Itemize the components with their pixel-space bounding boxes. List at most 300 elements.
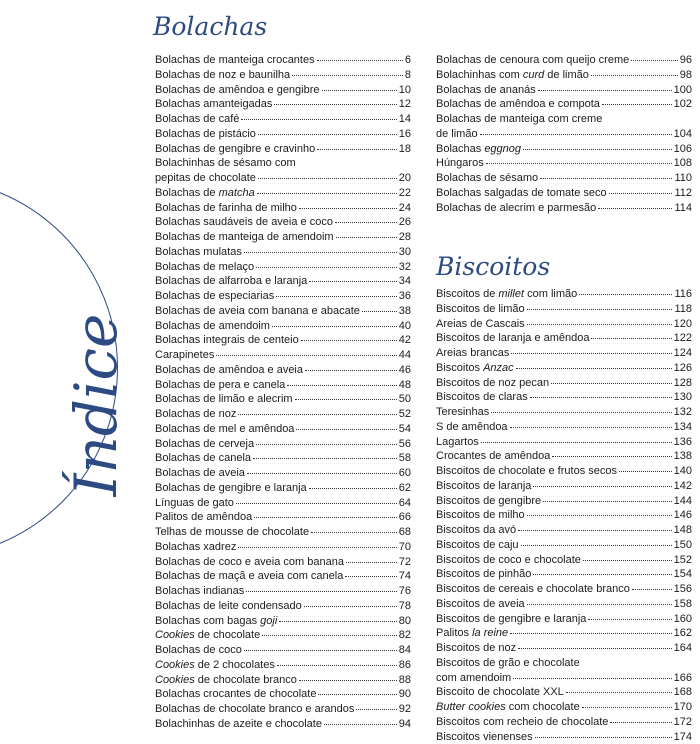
entry-page-number: 108 [674,156,692,171]
index-entry [436,449,692,464]
entry-page-number: 42 [399,333,411,348]
entry-title: Biscoitos de gengibre [436,494,541,509]
entry-title: Bolachas de gengibre e laranja [155,481,307,496]
leader-dots [257,193,397,194]
leader-dots [322,90,397,91]
leader-dots [588,619,671,620]
index-entry [436,685,692,700]
entry-title: Palitos de amêndoa [155,510,252,525]
index-entry [155,83,411,98]
leader-dots [362,311,397,312]
leader-dots [527,324,672,325]
index-entry [155,717,411,732]
leader-dots [491,412,671,413]
leader-dots [610,722,671,723]
leader-dots [216,355,396,356]
index-title: Índice [61,295,131,515]
entry-title: Bolachas de limão e alecrim [155,392,293,407]
leader-dots [254,517,397,518]
entry-title: Biscoitos de caju [436,538,519,553]
entry-title: Biscoitos de laranja e amêndoa [436,331,589,346]
entry-title: Bolachas de gengibre e cravinho [155,142,315,157]
leader-dots [247,473,397,474]
entry-page-number: 110 [674,171,692,186]
index-entry [155,392,411,407]
entry-page-number: 18 [399,142,411,157]
leader-dots [552,456,671,457]
entry-page-number: 88 [399,673,411,688]
entry-title: Biscoitos de gengibre e laranja [436,612,586,627]
leader-dots [346,562,397,563]
entry-page-number: 92 [399,702,411,717]
index-entry [436,53,692,68]
index-entry [436,142,692,157]
entry-page-number: 14 [399,112,411,127]
entry-page-number: 142 [674,479,692,494]
index-entry [155,525,411,540]
leader-dots [287,385,396,386]
index-entry [155,407,411,422]
index-entry [436,700,692,715]
index-entry [155,156,411,171]
leader-dots [521,545,672,546]
entry-page-number: 166 [674,671,692,686]
entry-page-number: 86 [399,658,411,673]
index-entry [155,127,411,142]
index-entry [436,479,692,494]
entry-page-number: 16 [399,127,411,142]
entry-page-number: 82 [399,628,411,643]
entry-page-number: 22 [399,186,411,201]
entry-page-number: 96 [680,53,692,68]
leader-dots [518,648,672,649]
index-entry [155,614,411,629]
entry-title: Biscoitos de millet com limão [436,287,577,302]
entry-page-number: 102 [674,97,692,112]
entry-title: Bolachas de canela [155,451,251,466]
index-entry [436,523,692,538]
entry-page-number: 84 [399,643,411,658]
entry-page-number: 78 [399,599,411,614]
entry-title: Bolachas xadrez [155,540,236,555]
index-entry [436,582,692,597]
index-entry [155,422,411,437]
leader-dots [296,429,396,430]
index-entry [436,127,692,142]
entry-page-number: 112 [674,186,692,201]
index-entry [155,555,411,570]
entry-page-number: 104 [674,127,692,142]
entry-title: Bolachas de amêndoa e compota [436,97,600,112]
entry-page-number: 158 [674,597,692,612]
entry-page-number: 162 [674,626,692,641]
index-entry [436,97,692,112]
entry-title: Bolachinhas com curd de limão [436,68,589,83]
index-entry [436,287,692,302]
entry-title: Biscoitos de noz [436,641,516,656]
index-entry [155,466,411,481]
entry-page-number: 60 [399,466,411,481]
leader-dots [246,591,396,592]
leader-dots [579,294,672,295]
entry-title: Línguas de gato [155,496,234,511]
entry-title: Bolachas de manteiga de amendoim [155,230,334,245]
leader-dots [317,149,397,150]
entry-page-number: 46 [399,363,411,378]
index-entry [436,171,692,186]
entry-page-number: 12 [399,97,411,112]
entry-title: Biscoitos Anzac [436,361,514,376]
index-entry [436,553,692,568]
entry-title: de limão [436,127,478,142]
leader-dots [274,104,396,105]
index-entry [436,641,692,656]
entry-title: Butter cookies com chocolate [436,700,580,715]
leader-dots [336,237,397,238]
leader-dots [598,208,672,209]
entry-title: Bolachas de pistácio [155,127,256,142]
leader-dots [311,532,397,533]
index-entry [155,230,411,245]
entry-title: Telhas de mousse de chocolate [155,525,309,540]
entry-title: Cookies de 2 chocolates [155,658,275,673]
index-entry [155,673,411,688]
index-entry [436,112,692,127]
entry-title: Bolachas de coco [155,643,242,658]
entry-title: Bolachas de manteiga com creme [436,112,602,127]
leader-dots [317,60,403,61]
index-entry [155,260,411,275]
leader-dots [486,163,672,164]
leader-dots [256,444,397,445]
index-entry [436,331,692,346]
entry-page-number: 106 [674,142,692,157]
entry-page-number: 90 [399,687,411,702]
entry-page-number: 152 [674,553,692,568]
entry-title: Bolachas eggnog [436,142,521,157]
leader-dots [481,442,672,443]
entry-title: Biscoitos com recheio de chocolate [436,715,608,730]
entry-page-number: 172 [674,715,692,730]
entry-page-number: 8 [405,68,411,83]
index-entry [155,363,411,378]
leader-dots [299,208,397,209]
entry-page-number: 50 [399,392,411,407]
entry-page-number: 36 [399,289,411,304]
index-entry [436,68,692,83]
entry-title: Bolachas de noz e baunilha [155,68,290,83]
entry-page-number: 68 [399,525,411,540]
entry-title: Biscoitos de pinhão [436,567,531,582]
entry-title: Bolachas indianas [155,584,244,599]
index-entry [436,494,692,509]
index-entry [436,420,692,435]
entry-page-number: 134 [674,420,692,435]
index-entry [155,304,411,319]
leader-dots [277,665,397,666]
index-entry [155,451,411,466]
entry-page-number: 160 [674,612,692,627]
leader-dots [591,75,678,76]
entry-title: Biscoitos de noz pecan [436,376,549,391]
bolachas-list-part-1 [155,53,411,732]
entry-title: Bolachas de amendoim [155,319,270,334]
leader-dots [295,399,397,400]
entry-title: Bolachas de maçã e aveia com canela [155,569,343,584]
entry-title: Bolachas de chocolate branco e arandos [155,702,354,717]
leader-dots [304,606,397,607]
bolachas-list-part-2 [436,53,692,215]
index-entry [155,171,411,186]
entry-page-number: 98 [680,68,692,83]
entry-page-number: 38 [399,304,411,319]
leader-dots [241,119,396,120]
entry-title: Palitos la reine [436,626,508,641]
entry-title: Bolachas de sésamo [436,171,538,186]
leader-dots [538,90,672,91]
index-entry [436,626,692,641]
entry-title: Carapinetes [155,348,214,363]
entry-title: Bolachas de ananás [436,83,536,98]
entry-page-number: 20 [399,171,411,186]
index-entry [155,378,411,393]
leader-dots [292,75,403,76]
index-entry [155,510,411,525]
entry-page-number: 72 [399,555,411,570]
index-entry [436,435,692,450]
entry-page-number: 140 [674,464,692,479]
index-entry [436,671,692,686]
index-entry [436,597,692,612]
leader-dots [279,621,396,622]
entry-title: Biscoitos de milho [436,508,525,523]
leader-dots [511,353,671,354]
leader-dots [324,724,397,725]
index-entry [155,186,411,201]
index-entry [436,715,692,730]
leader-dots [609,193,673,194]
leader-dots [309,488,397,489]
entry-title: Bolachas de alecrim e parmesão [436,201,596,216]
entry-title: Bolachas de aveia [155,466,245,481]
entry-page-number: 62 [399,481,411,496]
leader-dots [516,368,672,369]
section-heading-biscoitos: Biscoitos [436,252,550,281]
entry-title: Bolachas de aveia com banana e abacate [155,304,360,319]
entry-page-number: 156 [674,582,692,597]
entry-title: Biscoitos de laranja [436,479,531,494]
entry-page-number: 52 [399,407,411,422]
leader-dots [305,370,397,371]
index-entry [436,508,692,523]
entry-page-number: 116 [674,287,692,302]
index-entry [436,567,692,582]
leader-dots [530,397,672,398]
entry-page-number: 48 [399,378,411,393]
entry-title: Bolachas de manteiga crocantes [155,53,315,68]
leader-dots [583,560,672,561]
entry-page-number: 70 [399,540,411,555]
leader-dots [551,383,672,384]
entry-title: Bolachas de amêndoa e gengibre [155,83,320,98]
entry-title: Bolachas de leite condensado [155,599,302,614]
leader-dots [602,104,672,105]
biscoitos-list [436,287,692,744]
index-entry [436,656,692,671]
index-entry [155,628,411,643]
index-entry [436,538,692,553]
entry-page-number: 138 [674,449,692,464]
leader-dots [480,134,672,135]
entry-title: Cookies de chocolate [155,628,260,643]
entry-title: Lagartos [436,435,479,450]
entry-title: Bolachas mulatas [155,245,242,260]
index-entry [155,348,411,363]
entry-page-number: 24 [399,201,411,216]
index-entry [155,584,411,599]
index-entry [436,317,692,332]
entry-title: S de amêndoa [436,420,508,435]
leader-dots [238,547,396,548]
entry-title: Bolachas crocantes de chocolate [155,687,316,702]
entry-title: Bolachas de matcha [155,186,255,201]
leader-dots [256,267,397,268]
entry-title: Bolachas de amêndoa e aveia [155,363,303,378]
entry-page-number: 58 [399,451,411,466]
index-entry [436,361,692,376]
entry-title: Biscoito de chocolate XXL [436,685,564,700]
index-entry [155,97,411,112]
leader-dots [632,589,672,590]
index-entry [155,112,411,127]
entry-title: Biscoitos de cereais e chocolate branco [436,582,630,597]
index-entry [155,481,411,496]
entry-page-number: 76 [399,584,411,599]
index-entry [436,405,692,420]
index-entry [436,612,692,627]
entry-title: Biscoitos de limão [436,302,525,317]
entry-title: Bolachas de alfarroba e laranja [155,274,307,289]
entry-page-number: 66 [399,510,411,525]
index-entry [155,569,411,584]
entry-title: Bolachas de farinha de milho [155,201,297,216]
entry-page-number: 128 [674,376,692,391]
leader-dots [318,694,396,695]
entry-title: Bolachas de pera e canela [155,378,285,393]
entry-title: Bolachas de cenoura com queijo creme [436,53,629,68]
entry-page-number: 132 [674,405,692,420]
leader-dots [258,178,397,179]
index-entry [155,215,411,230]
entry-title: Biscoitos de claras [436,390,528,405]
index-entry [155,68,411,83]
index-entry [155,599,411,614]
leader-dots [236,503,397,504]
entry-title: Biscoitos de coco e chocolate [436,553,581,568]
index-entry [155,540,411,555]
entry-page-number: 74 [399,569,411,584]
leader-dots [540,178,672,179]
leader-dots [238,414,396,415]
leader-dots [518,530,672,531]
leader-dots [253,458,397,459]
index-entry [155,319,411,334]
index-entry [436,346,692,361]
leader-dots [543,501,671,502]
entry-title: Biscoitos da avó [436,523,516,538]
entry-page-number: 144 [674,494,692,509]
index-entry [155,201,411,216]
entry-title: Cookies de chocolate branco [155,673,297,688]
entry-title: Biscoitos vienenses [436,730,533,744]
leader-dots [258,134,397,135]
entry-title: Bolachas salgadas de tomate seco [436,186,607,201]
index-entry [155,333,411,348]
leader-dots [309,281,396,282]
entry-page-number: 150 [674,538,692,553]
leader-dots [513,678,671,679]
leader-dots [510,427,672,428]
entry-title: Bolachas de especiarias [155,289,274,304]
entry-title: Bolachas saudáveis de aveia e coco [155,215,333,230]
leader-dots [566,692,672,693]
entry-page-number: 130 [674,390,692,405]
entry-page-number: 114 [674,201,692,216]
entry-title: Bolachas de melaço [155,260,254,275]
leader-dots [591,338,671,339]
entry-page-number: 168 [674,685,692,700]
index-entry [436,390,692,405]
entry-page-number: 40 [399,319,411,334]
leader-dots [533,574,671,575]
entry-page-number: 54 [399,422,411,437]
index-entry [155,658,411,673]
entry-title: Teresinhas [436,405,489,420]
section-heading-bolachas: Bolachas [153,12,267,41]
entry-page-number: 100 [674,83,692,98]
index-entry [155,142,411,157]
entry-page-number: 32 [399,260,411,275]
entry-title: Bolachas de coco e aveia com banana [155,555,344,570]
entry-title: Bolachas integrais de centeio [155,333,299,348]
entry-page-number: 170 [674,700,692,715]
leader-dots [510,633,671,634]
index-entry [436,302,692,317]
entry-title: Bolachas com bagas goji [155,614,277,629]
entry-title: Bolachinhas de sésamo com [155,156,296,171]
leader-dots [272,326,397,327]
entry-page-number: 56 [399,437,411,452]
entry-page-number: 34 [399,274,411,289]
entry-page-number: 64 [399,496,411,511]
entry-page-number: 164 [674,641,692,656]
entry-title: Biscoitos de chocolate e frutos secos [436,464,617,479]
index-entry [155,245,411,260]
leader-dots [335,222,397,223]
entry-page-number: 136 [674,435,692,450]
entry-title: Areias de Cascais [436,317,525,332]
leader-dots [582,707,672,708]
index-entry [155,274,411,289]
entry-page-number: 26 [399,215,411,230]
entry-page-number: 28 [399,230,411,245]
index-entry [436,186,692,201]
index-entry [436,376,692,391]
entry-page-number: 154 [674,567,692,582]
index-entry [436,464,692,479]
leader-dots [244,650,397,651]
entry-title: Bolachas de cerveja [155,437,254,452]
